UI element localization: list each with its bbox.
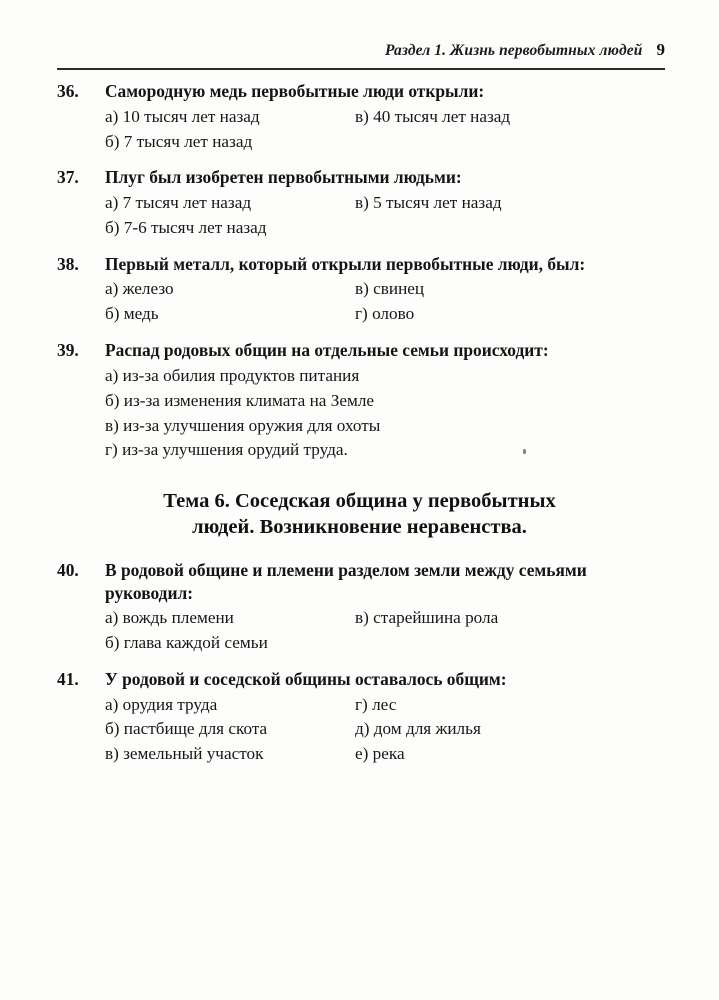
question-number: 37. <box>57 167 79 188</box>
question-number: 40. <box>57 559 79 580</box>
question-number: 36. <box>57 81 79 101</box>
options-group <box>57 191 665 241</box>
theme-heading-line-1: Тема 6. Соседская община у первобытных <box>163 490 556 513</box>
theme-heading-line-2: людей. Возникновение неравенства. <box>192 516 527 539</box>
question-item <box>0 253 719 327</box>
question-text: Плуг был изобретен первобытными людьми: <box>105 167 462 188</box>
question-number: 41. <box>57 668 79 689</box>
option-item[interactable]: б) пастбище для скота <box>105 719 268 739</box>
options-group <box>57 606 665 656</box>
header-divider-rule <box>57 68 665 70</box>
option-item[interactable]: г) из-за улучшения орудий труда. <box>105 440 348 460</box>
scan-artifact-speck <box>523 449 526 454</box>
question-item <box>0 339 719 463</box>
question-item <box>0 166 719 240</box>
option-item[interactable]: а) железо <box>105 279 174 299</box>
option-item[interactable]: в) старейшина рола <box>355 608 499 628</box>
question-number: 38. <box>57 253 79 274</box>
question-item <box>0 80 719 154</box>
question-number: 39. <box>57 340 79 361</box>
question-item <box>0 559 719 656</box>
option-item[interactable]: б) 7 тысяч лет назад <box>105 131 253 151</box>
question-text: В родовой общине и племени разделом земли между семьями руководил: <box>105 559 587 603</box>
option-item[interactable]: а) орудия труда <box>105 694 218 714</box>
options-group <box>57 693 665 768</box>
question-text: Распад родовых общин на отдельные семьи происходит: <box>105 340 549 361</box>
option-item[interactable]: г) лес <box>355 694 397 714</box>
option-item[interactable]: б) 7-6 тысяч лет назад <box>105 217 267 237</box>
question-text: Первый металл, который открыли первобытные люди, был: <box>105 253 586 274</box>
option-item[interactable]: в) из-за улучшения оружия для охоты <box>105 415 381 435</box>
options-group <box>57 364 665 464</box>
option-item[interactable]: а) 10 тысяч лет назад <box>105 106 260 126</box>
option-item[interactable]: е) река <box>355 744 405 764</box>
options-group <box>57 277 665 327</box>
question-item <box>0 668 719 767</box>
option-item[interactable]: в) земельный участок <box>105 744 264 764</box>
question-text: У родовой и соседской общины оставалось общим: <box>105 668 507 689</box>
page-number: 9 <box>656 40 665 59</box>
option-item[interactable]: а) из-за обилия продуктов питания <box>105 365 360 385</box>
option-item[interactable]: в) 5 тысяч лет назад <box>355 193 502 212</box>
option-item[interactable]: а) вождь племени <box>105 608 234 628</box>
option-item[interactable]: б) из-за изменения климата на Земле <box>105 390 375 410</box>
option-item[interactable]: б) глава каждой семьи <box>105 633 268 653</box>
option-item[interactable]: а) 7 тысяч лет назад <box>105 193 252 212</box>
option-item[interactable]: в) 40 тысяч лет назад <box>355 106 511 126</box>
options-group <box>57 105 665 155</box>
option-item[interactable]: г) олово <box>355 304 415 324</box>
option-item[interactable]: д) дом для жилья <box>355 719 481 739</box>
header-section-title: Раздел 1. Жизнь первобытных людей <box>385 42 643 59</box>
option-item[interactable]: в) свинец <box>355 279 425 299</box>
theme-heading <box>0 489 719 541</box>
option-item[interactable]: б) медь <box>105 304 159 324</box>
question-text: Самородную медь первобытные люди открыли: <box>105 81 485 101</box>
questions-container <box>0 80 719 779</box>
running-header <box>57 40 665 60</box>
